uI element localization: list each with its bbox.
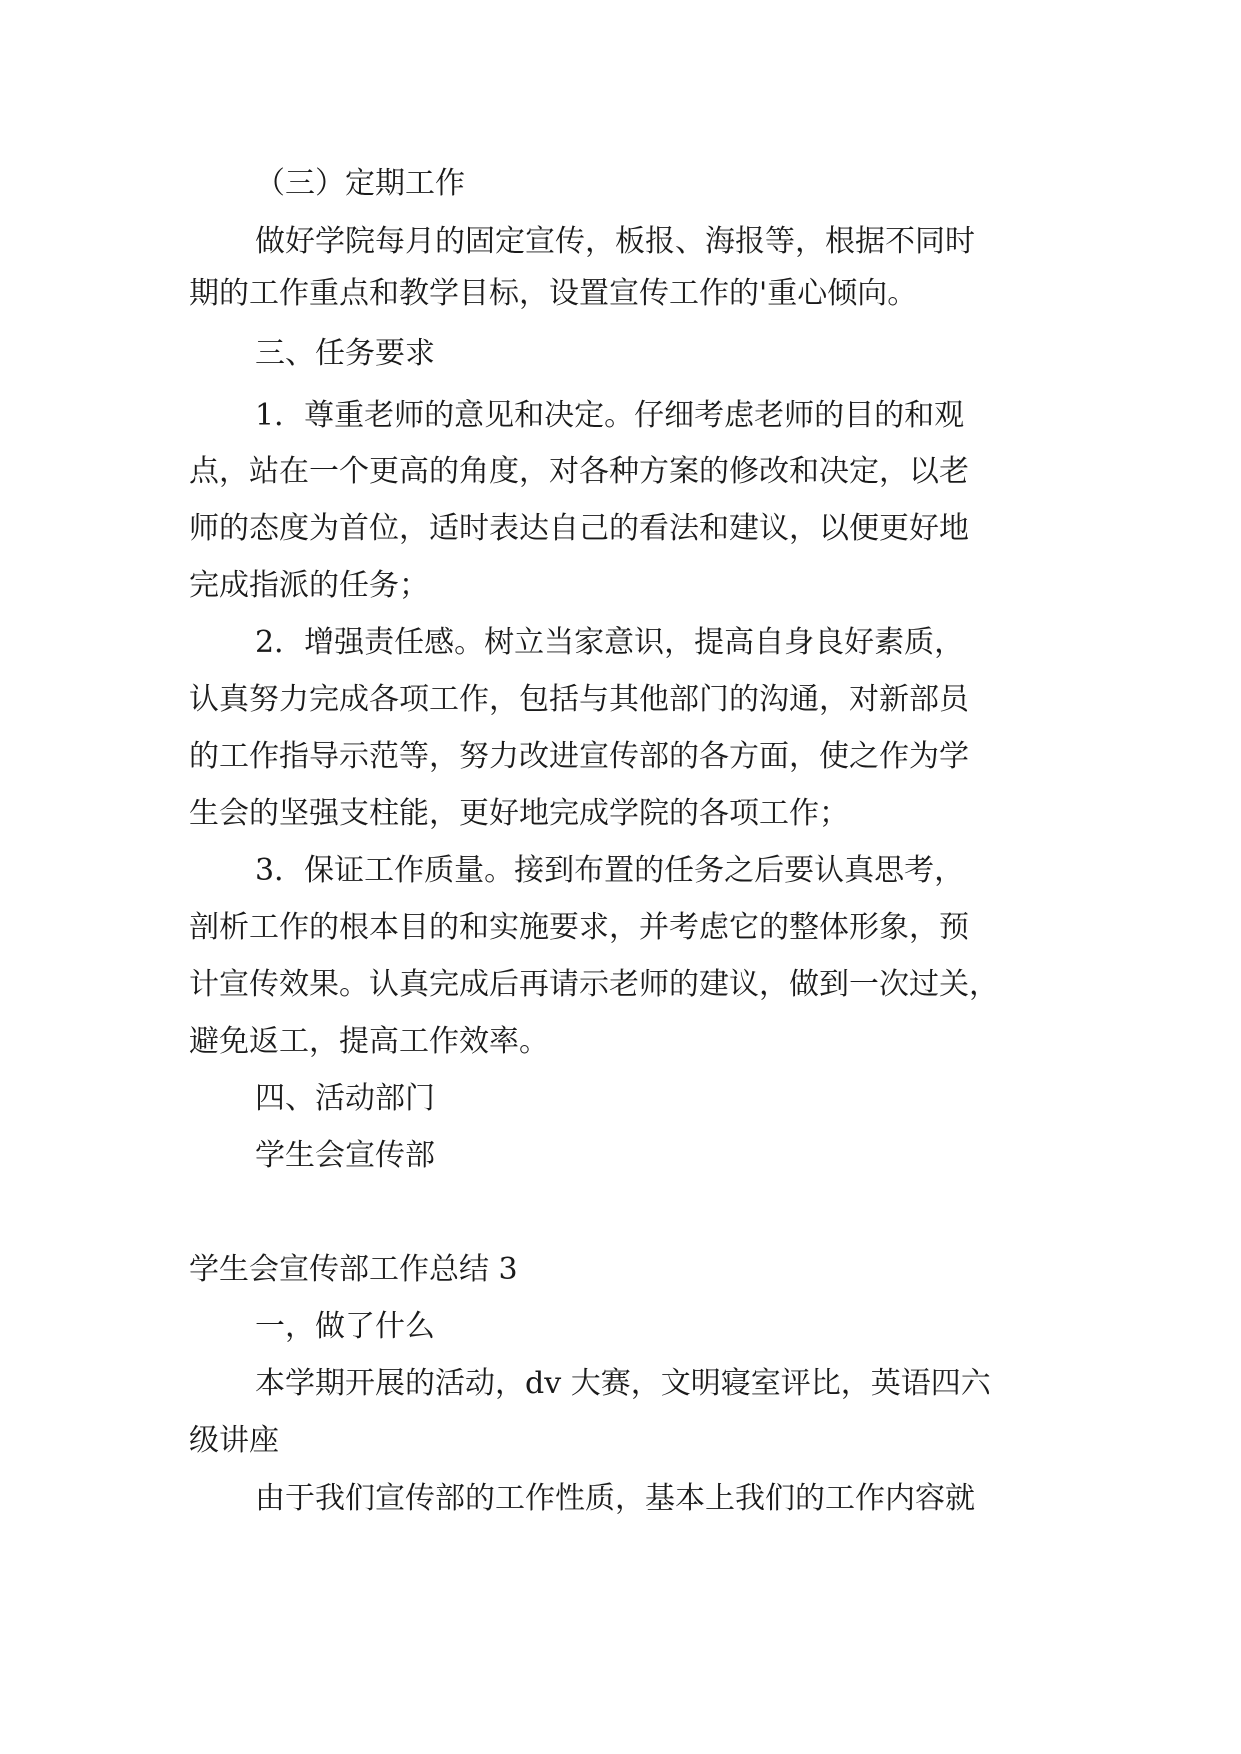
- paragraph-line: 做好学院每月的固定宣传，板报、海报等，根据不同时: [255, 224, 975, 259]
- paragraph-line: 计宣传效果。认真完成后再请示老师的建议，做到一次过关，: [189, 967, 999, 1002]
- paragraph-line: 完成指派的任务；: [189, 568, 429, 603]
- paragraph-line: 认真努力完成各项工作，包括与其他部门的沟通，对新部员: [189, 682, 969, 717]
- section-heading-regular-work: （三）定期工作: [255, 166, 465, 201]
- paragraph-line: 师的态度为首位，适时表达自己的看法和建议，以便更好地: [189, 511, 969, 546]
- paragraph-line: 本学期开展的活动，dv 大赛，文明寝室评比，英语四六: [255, 1366, 991, 1401]
- paragraph-line: 生会的坚强支柱能，更好地完成学院的各项工作；: [189, 796, 849, 831]
- paragraph-line: 1．尊重老师的意见和决定。仔细考虑老师的目的和观: [255, 398, 965, 433]
- paragraph-line: 由于我们宣传部的工作性质，基本上我们的工作内容就: [255, 1481, 975, 1516]
- paragraph-line: 点，站在一个更高的角度，对各种方案的修改和决定，以老: [189, 454, 969, 489]
- section-heading-what-was-done: 一，做了什么: [255, 1309, 435, 1344]
- paragraph-line: 的工作指导示范等，努力改进宣传部的各方面，使之作为学: [189, 739, 969, 774]
- paragraph-line: 级讲座: [189, 1423, 279, 1458]
- paragraph-line: 剖析工作的根本目的和实施要求，并考虑它的整体形象，预: [189, 910, 969, 945]
- paragraph-line: 2．增强责任感。树立当家意识，提高自身良好素质，: [255, 625, 965, 660]
- section-heading-activity-department: 四、活动部门: [255, 1081, 435, 1116]
- paragraph-line: 3．保证工作质量。接到布置的任务之后要认真思考，: [255, 853, 965, 888]
- paragraph-line: 避免返工，提高工作效率。: [189, 1024, 549, 1059]
- paragraph-line: 期的工作重点和教学目标，设置宣传工作的'重心倾向。: [189, 276, 918, 311]
- summary-title: 学生会宣传部工作总结 3: [189, 1252, 518, 1287]
- department-name: 学生会宣传部: [255, 1138, 435, 1173]
- section-heading-task-requirements: 三、任务要求: [255, 336, 435, 371]
